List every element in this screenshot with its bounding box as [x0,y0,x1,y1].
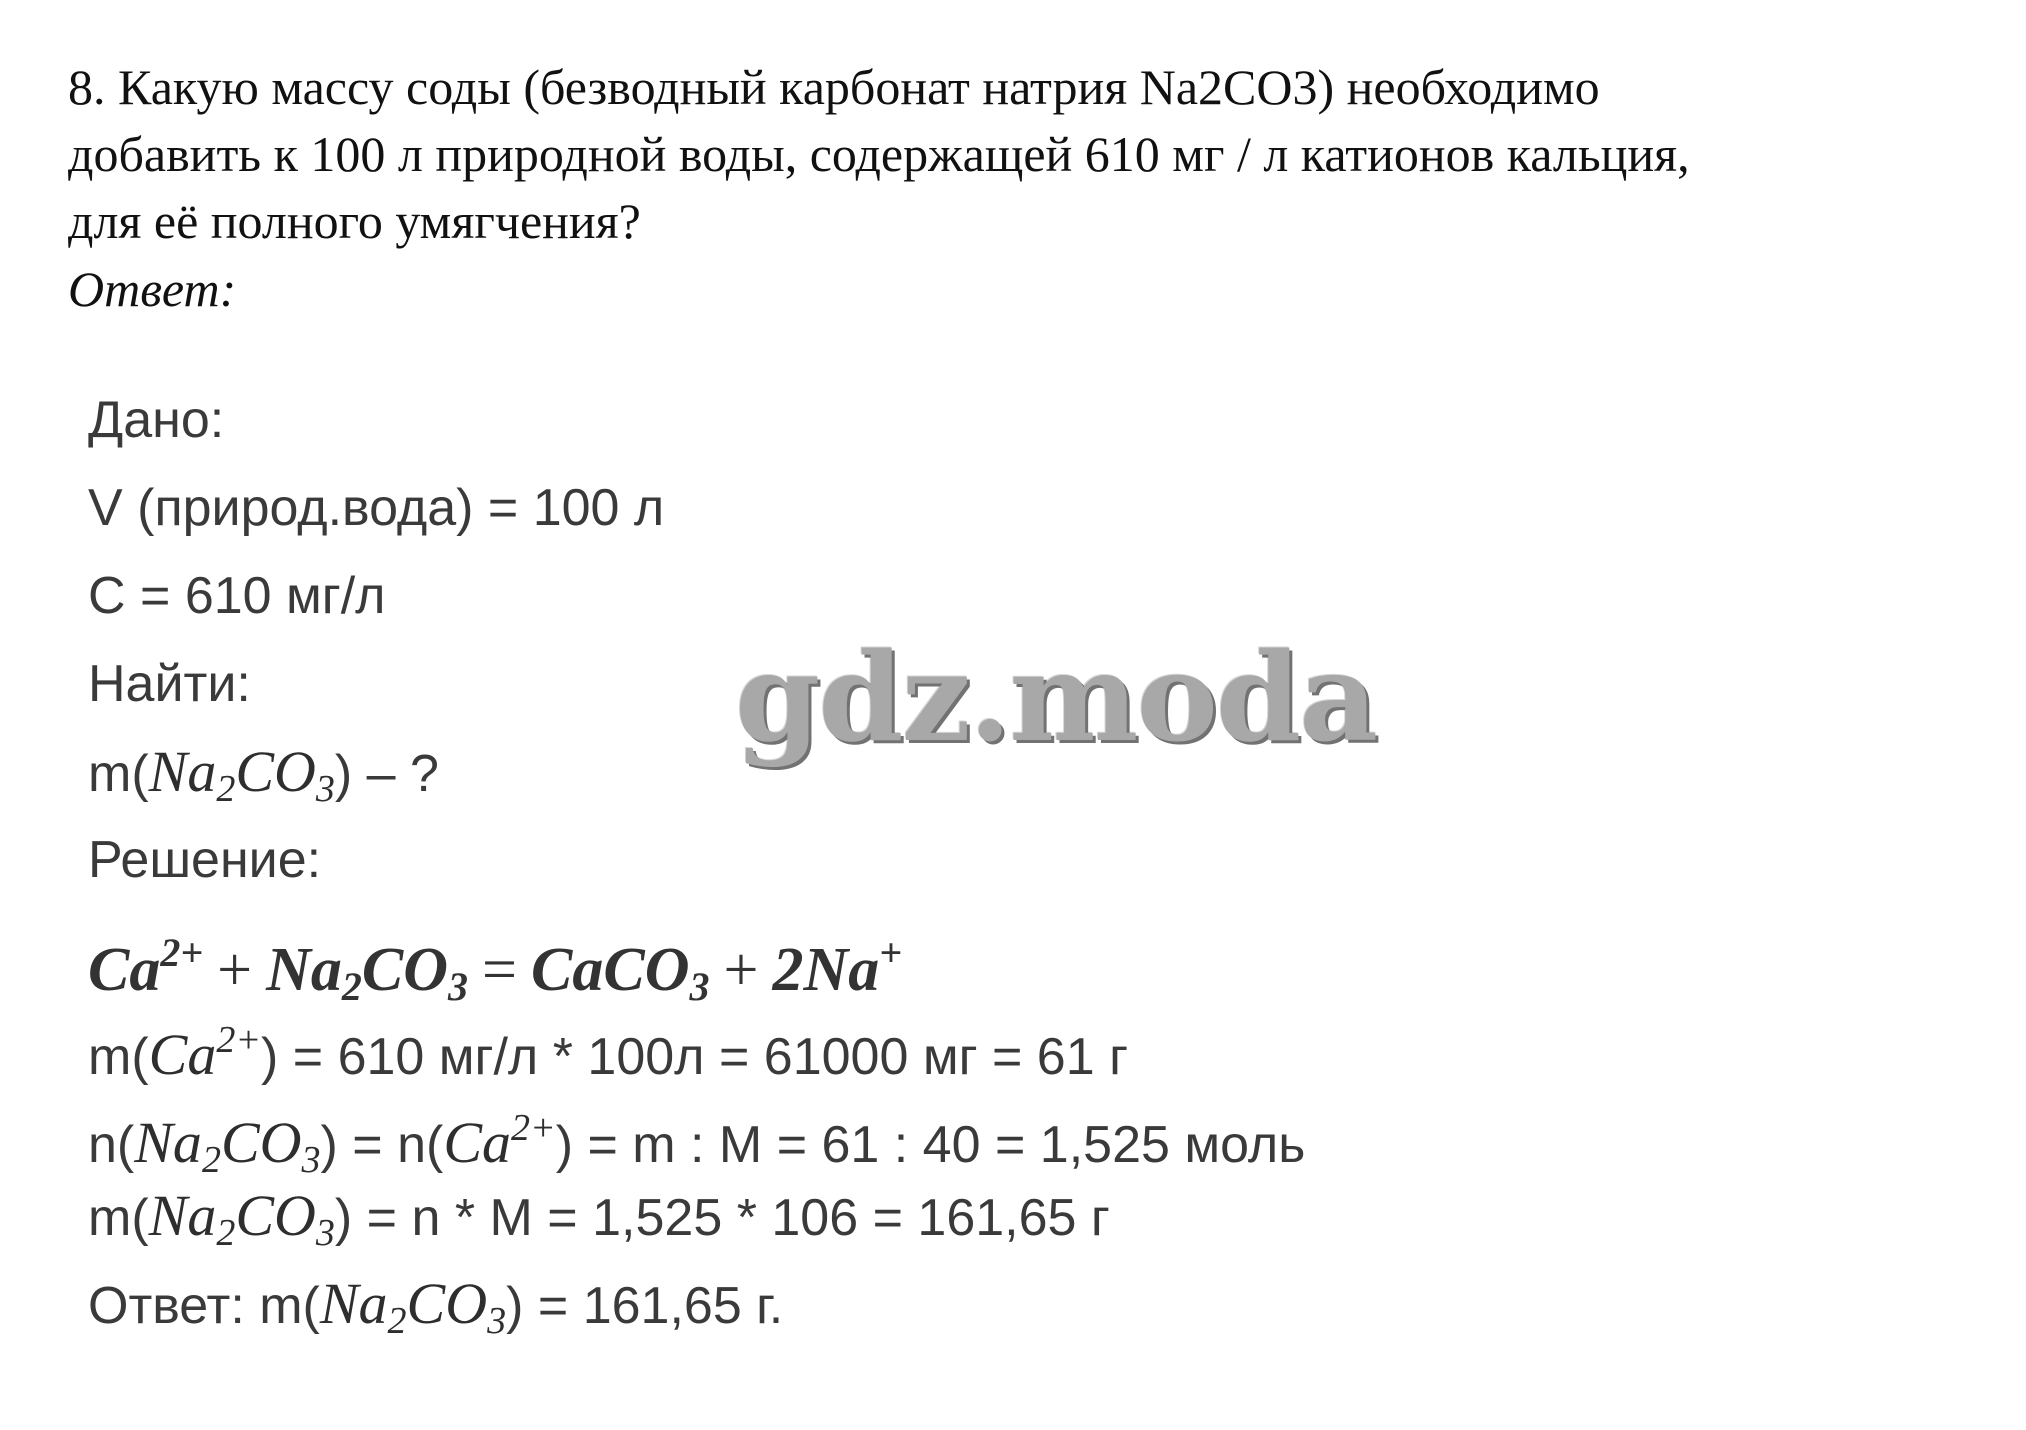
find-prefix: m( [88,745,149,803]
watermark-logo: gdz.moda [735,625,1377,769]
question-line-2: добавить к 100 л природной воды, содержащей 610 мг / л катионов кальция, [68,126,1690,182]
na2co3-formula: $Na_2CO_3$ [148,1183,335,1254]
find-label: Найти: [88,655,251,713]
question-line-3: для её полного умягчения? [68,193,641,249]
ca-ion-formula: $Ca^{2+}$ [148,1019,261,1087]
solution-label: Решение: [88,831,322,889]
question-line-1: 8. Какую массу соды (безводный карбонат натрия Na2CO3) необходимо [68,59,1600,115]
question-text [68,54,1998,255]
moles-line: $n(Na_2CO_3) = n(Ca^{2+}) = m$ : M = 61 : 40 = 1,525 моль [88,1107,1306,1181]
ca-ion-formula: $Ca^{2+}$ [443,1107,556,1175]
na2co3-formula: $Na_2CO_3$ [134,1110,321,1181]
mass-na2co3-line: $m(Na_2CO_3) = n * M = 1,525 * 106 = 161,65$ г [88,1183,1110,1254]
mass-ca-line: $m(Ca^{2+}) = 610$ мг/л * 100л = 61000 мг = 61 г [88,1019,1129,1087]
find-suffix: ) – ? [334,745,439,803]
final-answer-line: Ответ: $m(Na_2CO_3) = 161,65$ г. [88,1271,784,1342]
answer-label: Ответ: [68,261,237,317]
na2co3-formula: $Na_2CO_3$ [319,1271,507,1342]
given-label: Дано: [88,391,225,449]
volume-line: V (природ.вода) = 100 л [88,479,665,537]
concentration-line: C = 610 мг/л [88,567,386,625]
reaction-equation: $Ca^{2+} + Na_2CO_3$ = CaCO$_3$ + 2Na+ [88,930,903,1009]
na2co3-formula: $Na_2CO_3$ [148,739,335,810]
find-line [88,739,439,819]
